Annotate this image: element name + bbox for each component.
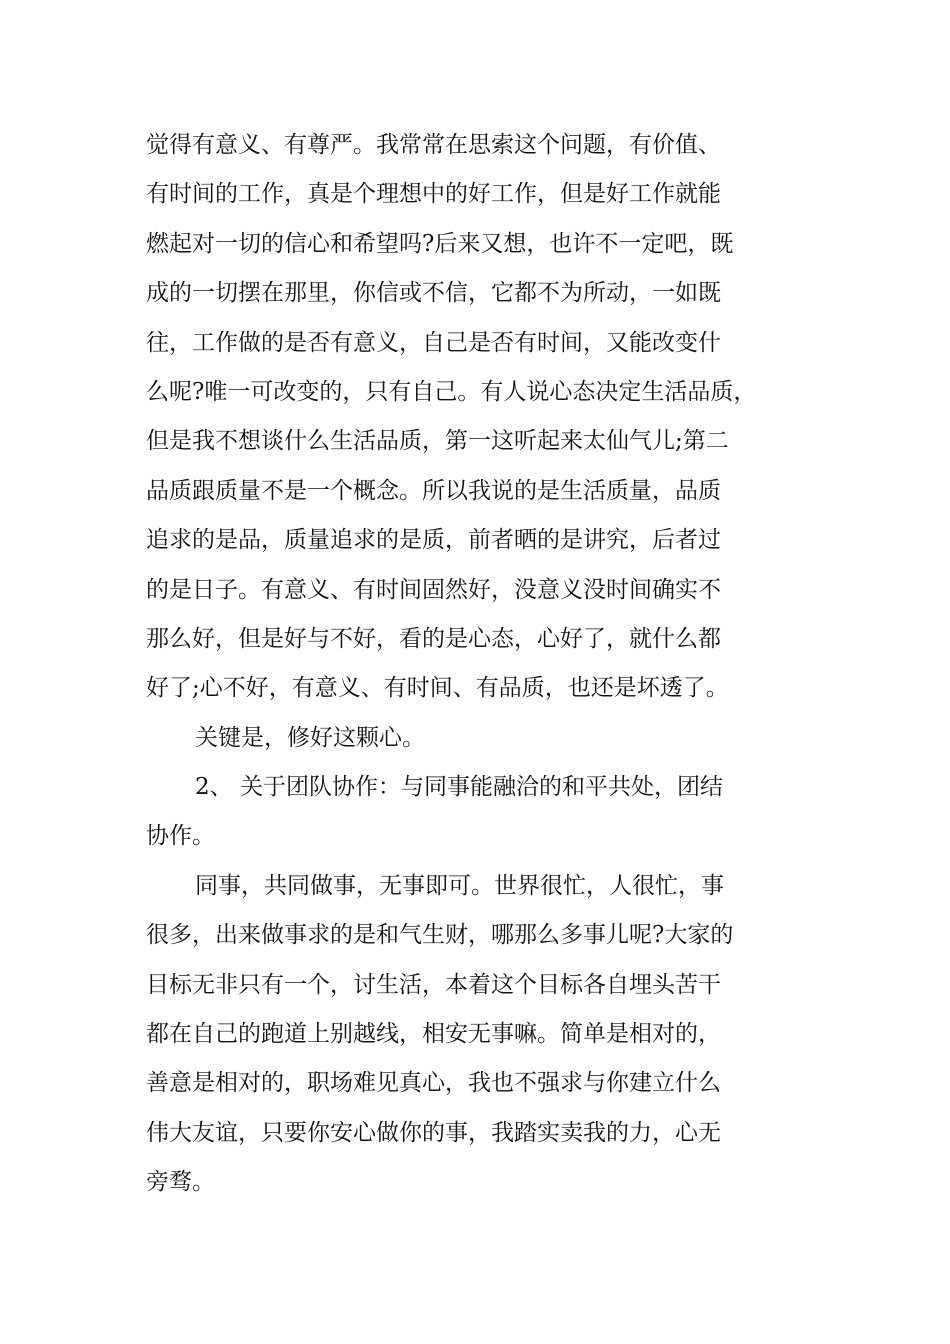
text-line-3: 燃起对一切的信心和希望吗?后来又想，也许不一定吧，既	[146, 230, 734, 257]
text-line-22: 旁骛。	[146, 1169, 215, 1196]
text-line-9: 追求的是品，质量追求的是质，前者晒的是讲究，后者过	[146, 527, 721, 554]
text-line-7: 但是我不想谈什么生活品质，第一这听起来太仙气儿;第二	[146, 428, 729, 455]
text-line-19: 都在自己的跑道上别越线，相安无事嘛。简单是相对的，	[146, 1021, 721, 1048]
document-body	[146, 121, 810, 1208]
text-line-6: 么呢?唯一可改变的，只有自己。有人说心态决定生活品质，	[146, 378, 757, 405]
text-line-5: 往，工作做的是否有意义，自己是否有时间，又能改变什	[146, 329, 721, 356]
text-line-12: 好了;心不好，有意义、有时间、有品质，也还是坏透了。	[146, 675, 729, 702]
section-heading-line: 2、 关于团队协作：与同事能融洽的和平共处，团结	[195, 774, 723, 801]
text-line-16: 同事，共同做事，无事即可。世界很忙，人很忙，事	[195, 872, 724, 899]
text-line-1: 觉得有意义、有尊严。我常常在思索这个问题，有价值、	[146, 132, 721, 158]
text-line-4: 成的一切摆在那里，你信或不信，它都不为所动，一如既	[146, 280, 721, 307]
paragraph-key-line: 关键是，修好这颗心。	[195, 724, 425, 751]
text-line-21: 伟大友谊，只要你安心做你的事，我踏实卖我的力，心无	[146, 1119, 721, 1146]
text-line-18: 目标无非只有一个，讨生活，本着这个目标各自埋头苦干	[146, 971, 721, 998]
text-line-10: 的是日子。有意义、有时间固然好，没意义没时间确实不	[146, 576, 721, 603]
text-line-17: 很多，出来做事求的是和气生财，哪那么多事儿呢?大家的	[146, 922, 734, 949]
text-line-20: 善意是相对的，职场难见真心，我也不强求与你建立什么	[146, 1070, 721, 1097]
text-line-11: 那么好，但是好与不好，看的是心态，心好了，就什么都	[146, 625, 721, 652]
text-line-2: 有时间的工作，真是个理想中的好工作，但是好工作就能	[146, 181, 721, 208]
section-heading-continuation: 协作。	[146, 823, 215, 850]
text-line-8: 品质跟质量不是一个概念。所以我说的是生活质量，品质	[146, 477, 721, 504]
